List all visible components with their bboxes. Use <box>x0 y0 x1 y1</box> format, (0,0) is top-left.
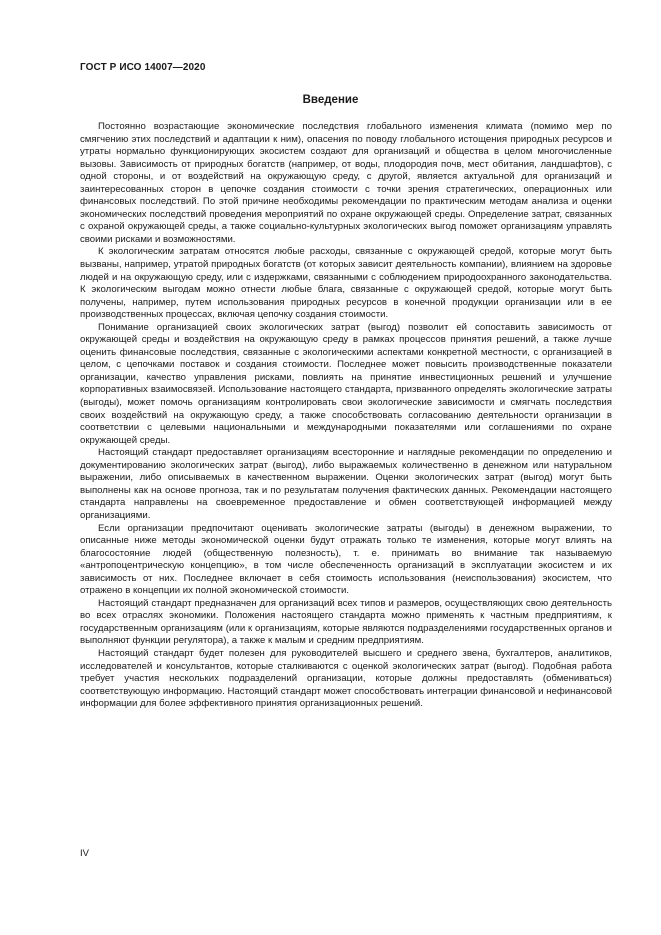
body-text <box>80 121 612 711</box>
section-title: Введение <box>302 94 359 106</box>
paragraph-7: Настоящий стандарт будет полезен для руководителей высшего и среднего звена, бухгалтеров, аналитиков, исследователей и консультантов, которые сталкиваются с оценкой экологических затрат (выгод). Подобная работа требует участия нескольких подразделений организации, которые должны предоставлять (обмениваться) соответствующую информацию. Настоящий стандарт может способствовать интеграции финансовой и нефинансовой информации для более эффективного принятия организационных решений. <box>80 647 612 710</box>
page-number: IV <box>80 848 89 859</box>
paragraph-6: Настоящий стандарт предназначен для организаций всех типов и размеров, осуществляющих свою деятельность во всех отраслях экономики. Положения настоящего стандарта можно применять к частным предприятиям, к государственным организациям (или к организациям, которые являются подразделениями государственных органов и выполняют функции регулятора), а также к малым и средним предприятиям. <box>80 597 612 647</box>
paragraph-2: К экологическим затратам относятся любые расходы, связанные с окружающей средой, которые могут быть вызваны, например, утратой природных богатств (от которых зависит деятельность компании), влиянием на здоровье людей и на окружающую среду, или с издержками, связанными с соблюдением природоохранного законодательства. К экологическим выгодам можно отнести любые блага, связанные с окружающей средой, которые могут быть получены, например, путем использования природных ресурсов в конечной продукции организации или в ее производственных процессах, включая цепочку создания стоимости. <box>80 246 612 321</box>
paragraph-1: Постоянно возрастающие экономические последствия глобального изменения климата (помимо мер по смягчению этих последствий и адаптации к ним), опасения по поводу глобального истощения природных ресурсов и утраты нормально функционирующих экосистем создают для организаций и общества в целом многочисленные вызовы. Зависимость от природных богатств (например, от воды, плодородия почв, мест обитания, ландшафтов), с одной стороны, и от воздействий на окружающую среду, с другой, является актуальной для организаций и заинтересованных сторон в цепочке создания стоимости с точки зрения стратегических, операционных или финансовых последствий. По этой причине необходимы рекомендации по практическим методам анализа и оценки экономических последствий проведения мероприятий по охране окружающей среды. Определение затрат, связанных с охраной окружающей среды, а также социально-культурных экологических выгод поможет организациям управлять своими рисками и возможностями. <box>80 121 612 245</box>
paragraph-4: Настоящий стандарт предоставляет организациям всесторонние и наглядные рекомендации по определению и документированию экологических затрат (выгод), либо выражаемых количественно в денежном или натуральном выражении, либо описываемых в качественном выражении. Оценки экологических затрат (выгод) могут быть выполнены как на основе прогноза, так и по результатам получения фактических данных. Рекомендации настоящего стандарта направлены на своевременное предоставление и обмен соответствующей информацией между организациями. <box>80 447 612 521</box>
paragraph-3: Понимание организацией своих экологических затрат (выгод) позволит ей сопоставить зависимость от окружающей среды и воздействия на окружающую среду в рамках процессов принятия решений, а также лучше оценить финансовые последствия, связанные с экологическими аспектами конкретной местности, с организацией в целом, с цепочками поставок и создания стоимости. Последнее может повысить производственные показатели организации, качество управления рисками, повлиять на принятие инвестиционных решений и улучшение корпоративных взаимосвязей. Использование настоящего стандарта, призванного определять экологические затраты (выгоды), может помочь организациям контролировать свои экологические зависимости и смягчать последствия своих воздействий на окружающую среду, а также способствовать согласованию деятельности организации в соответствии с целевыми национальными и международными показателями или соглашениями по охране окружающей среды. <box>80 321 612 446</box>
paragraph-5: Если организации предпочитают оценивать экологические затраты (выгоды) в денежном выражении, то описанные ниже методы экономической оценки будут отражать только те изменения, которые могут влиять на благосостояние людей (общественную полезность), т. е. принимать во внимание так называемую «антропоцентрическую концепцию», в том числе обеспеченность организаций в эксплуатации экосистем и их зависимость от них. Последнее включает в себя стоимость использования (неиспользования) экосистем, что отражено в концепции их полной экономической стоимости. <box>80 522 612 597</box>
document-header: ГОСТ Р ИСО 14007—2020 <box>80 62 206 73</box>
